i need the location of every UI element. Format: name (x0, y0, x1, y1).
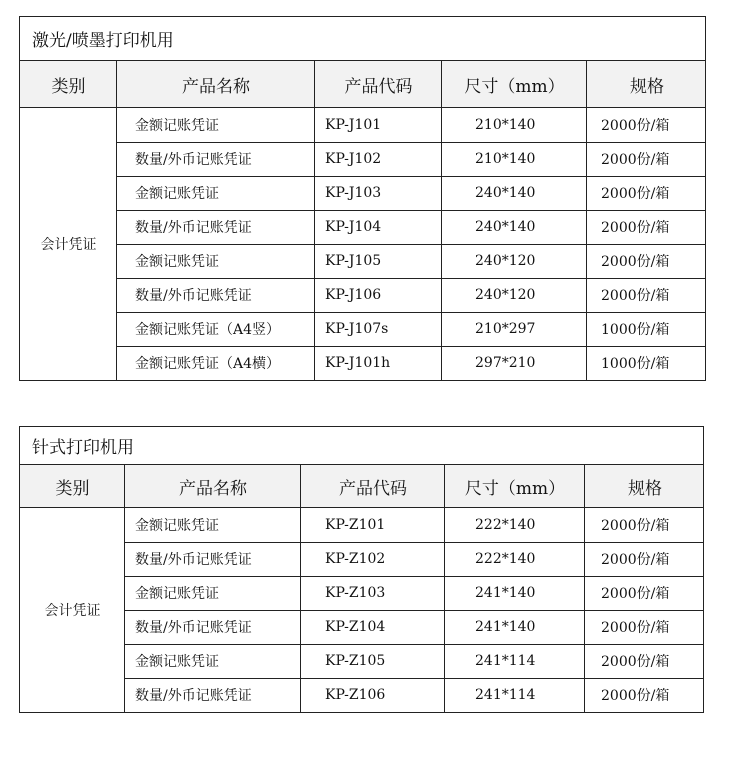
table-row (117, 176, 705, 210)
size-cell: 210*140 (475, 151, 536, 167)
product-name-cell: 数量/外币记账凭证 (135, 288, 252, 304)
product-name-cell: 数量/外币记账凭证 (135, 552, 252, 568)
product-code-cell: KP-Z103 (325, 585, 386, 601)
spec-cell: 2000份/箱 (601, 586, 670, 602)
spec-cell: 2000份/箱 (601, 118, 670, 134)
column-divider (584, 465, 585, 507)
size-cell: 210*140 (475, 117, 536, 133)
laser-inkjet-table (19, 16, 706, 381)
column-divider (300, 465, 301, 507)
product-name-cell: 金额记账凭证 (135, 518, 219, 534)
category-cell: 会计凭证 (44, 603, 101, 619)
product-name-cell: 金额记账凭证 (135, 118, 219, 134)
spec-cell: 1000份/箱 (601, 356, 670, 372)
table-row (125, 610, 703, 644)
table-row (117, 210, 705, 244)
table-row (125, 508, 703, 542)
product-name-cell: 金额记账凭证 (135, 586, 219, 602)
table-row (117, 312, 705, 346)
header-cell: 规格 (630, 76, 664, 97)
column-divider (124, 465, 125, 507)
table-title: 激光/喷墨打印机用 (20, 17, 705, 61)
size-cell: 222*140 (475, 517, 536, 533)
table-row (117, 142, 705, 176)
size-cell: 241*114 (475, 687, 536, 703)
header-cell: 尺寸（mm） (464, 478, 566, 499)
spec-cell: 2000份/箱 (601, 254, 670, 270)
column-divider (314, 61, 315, 107)
product-code-cell: KP-J107s (325, 321, 389, 337)
spec-cell: 2000份/箱 (601, 220, 670, 236)
product-code-cell: KP-J101h (325, 355, 391, 371)
header-cell: 类别 (55, 478, 90, 499)
size-cell: 222*140 (475, 551, 536, 567)
spec-cell: 2000份/箱 (601, 288, 670, 304)
table-header-row (20, 61, 705, 108)
product-name-cell: 数量/外币记账凭证 (135, 220, 252, 236)
size-cell: 240*120 (475, 287, 536, 303)
column-divider (586, 61, 587, 107)
column-divider (441, 61, 442, 107)
header-cell: 产品代码 (344, 76, 413, 97)
product-code-cell: KP-Z104 (325, 619, 386, 635)
spec-cell: 2000份/箱 (601, 688, 670, 704)
size-cell: 241*140 (475, 619, 536, 635)
product-name-cell: 数量/外币记账凭证 (135, 620, 252, 636)
table-row (117, 278, 705, 312)
product-code-cell: KP-Z105 (325, 653, 386, 669)
spec-cell: 2000份/箱 (601, 620, 670, 636)
column-divider (116, 61, 117, 107)
table-row (125, 542, 703, 576)
table-row (117, 108, 705, 142)
size-cell: 240*140 (475, 185, 536, 201)
table-row (125, 576, 703, 610)
product-code-cell: KP-J103 (325, 185, 382, 201)
spec-cell: 2000份/箱 (601, 654, 670, 670)
size-cell: 240*120 (475, 253, 536, 269)
product-name-cell: 金额记账凭证（A4竖） (135, 322, 281, 338)
product-code-cell: KP-J104 (325, 219, 382, 235)
product-name-cell: 金额记账凭证 (135, 186, 219, 202)
table-row (125, 644, 703, 678)
product-code-cell: KP-Z106 (325, 687, 386, 703)
product-name-cell: 数量/外币记账凭证 (135, 152, 252, 168)
size-cell: 297*210 (475, 355, 536, 371)
spec-cell: 2000份/箱 (601, 518, 670, 534)
table-row (125, 678, 703, 712)
table-row (117, 346, 705, 380)
product-name-cell: 金额记账凭证（A4横） (135, 356, 281, 372)
header-cell: 尺寸（mm） (464, 76, 565, 97)
size-cell: 241*140 (475, 585, 536, 601)
table-row (117, 244, 705, 278)
header-cell: 产品名称 (179, 478, 247, 499)
header-cell: 规格 (628, 478, 662, 499)
header-cell: 产品名称 (182, 76, 250, 97)
product-name-cell: 数量/外币记账凭证 (135, 688, 252, 704)
dot-matrix-table (19, 426, 704, 713)
size-cell: 240*140 (475, 219, 536, 235)
spec-cell: 2000份/箱 (601, 552, 670, 568)
column-divider (444, 465, 445, 507)
product-name-cell: 金额记账凭证 (135, 654, 219, 670)
product-code-cell: KP-Z101 (325, 517, 386, 533)
size-cell: 241*114 (475, 653, 536, 669)
category-cell: 会计凭证 (40, 237, 97, 253)
table-title: 针式打印机用 (20, 427, 703, 465)
spec-cell: 2000份/箱 (601, 152, 670, 168)
product-code-cell: KP-J106 (325, 287, 382, 303)
product-code-cell: KP-J105 (325, 253, 382, 269)
product-code-cell: KP-J102 (325, 151, 382, 167)
product-code-cell: KP-Z102 (325, 551, 386, 567)
spec-cell: 1000份/箱 (601, 322, 670, 338)
size-cell: 210*297 (475, 321, 536, 337)
product-name-cell: 金额记账凭证 (135, 254, 219, 270)
header-cell: 类别 (51, 76, 86, 97)
product-code-cell: KP-J101 (325, 117, 382, 133)
table-header-row (20, 465, 703, 508)
header-cell: 产品代码 (339, 478, 407, 499)
spec-cell: 2000份/箱 (601, 186, 670, 202)
